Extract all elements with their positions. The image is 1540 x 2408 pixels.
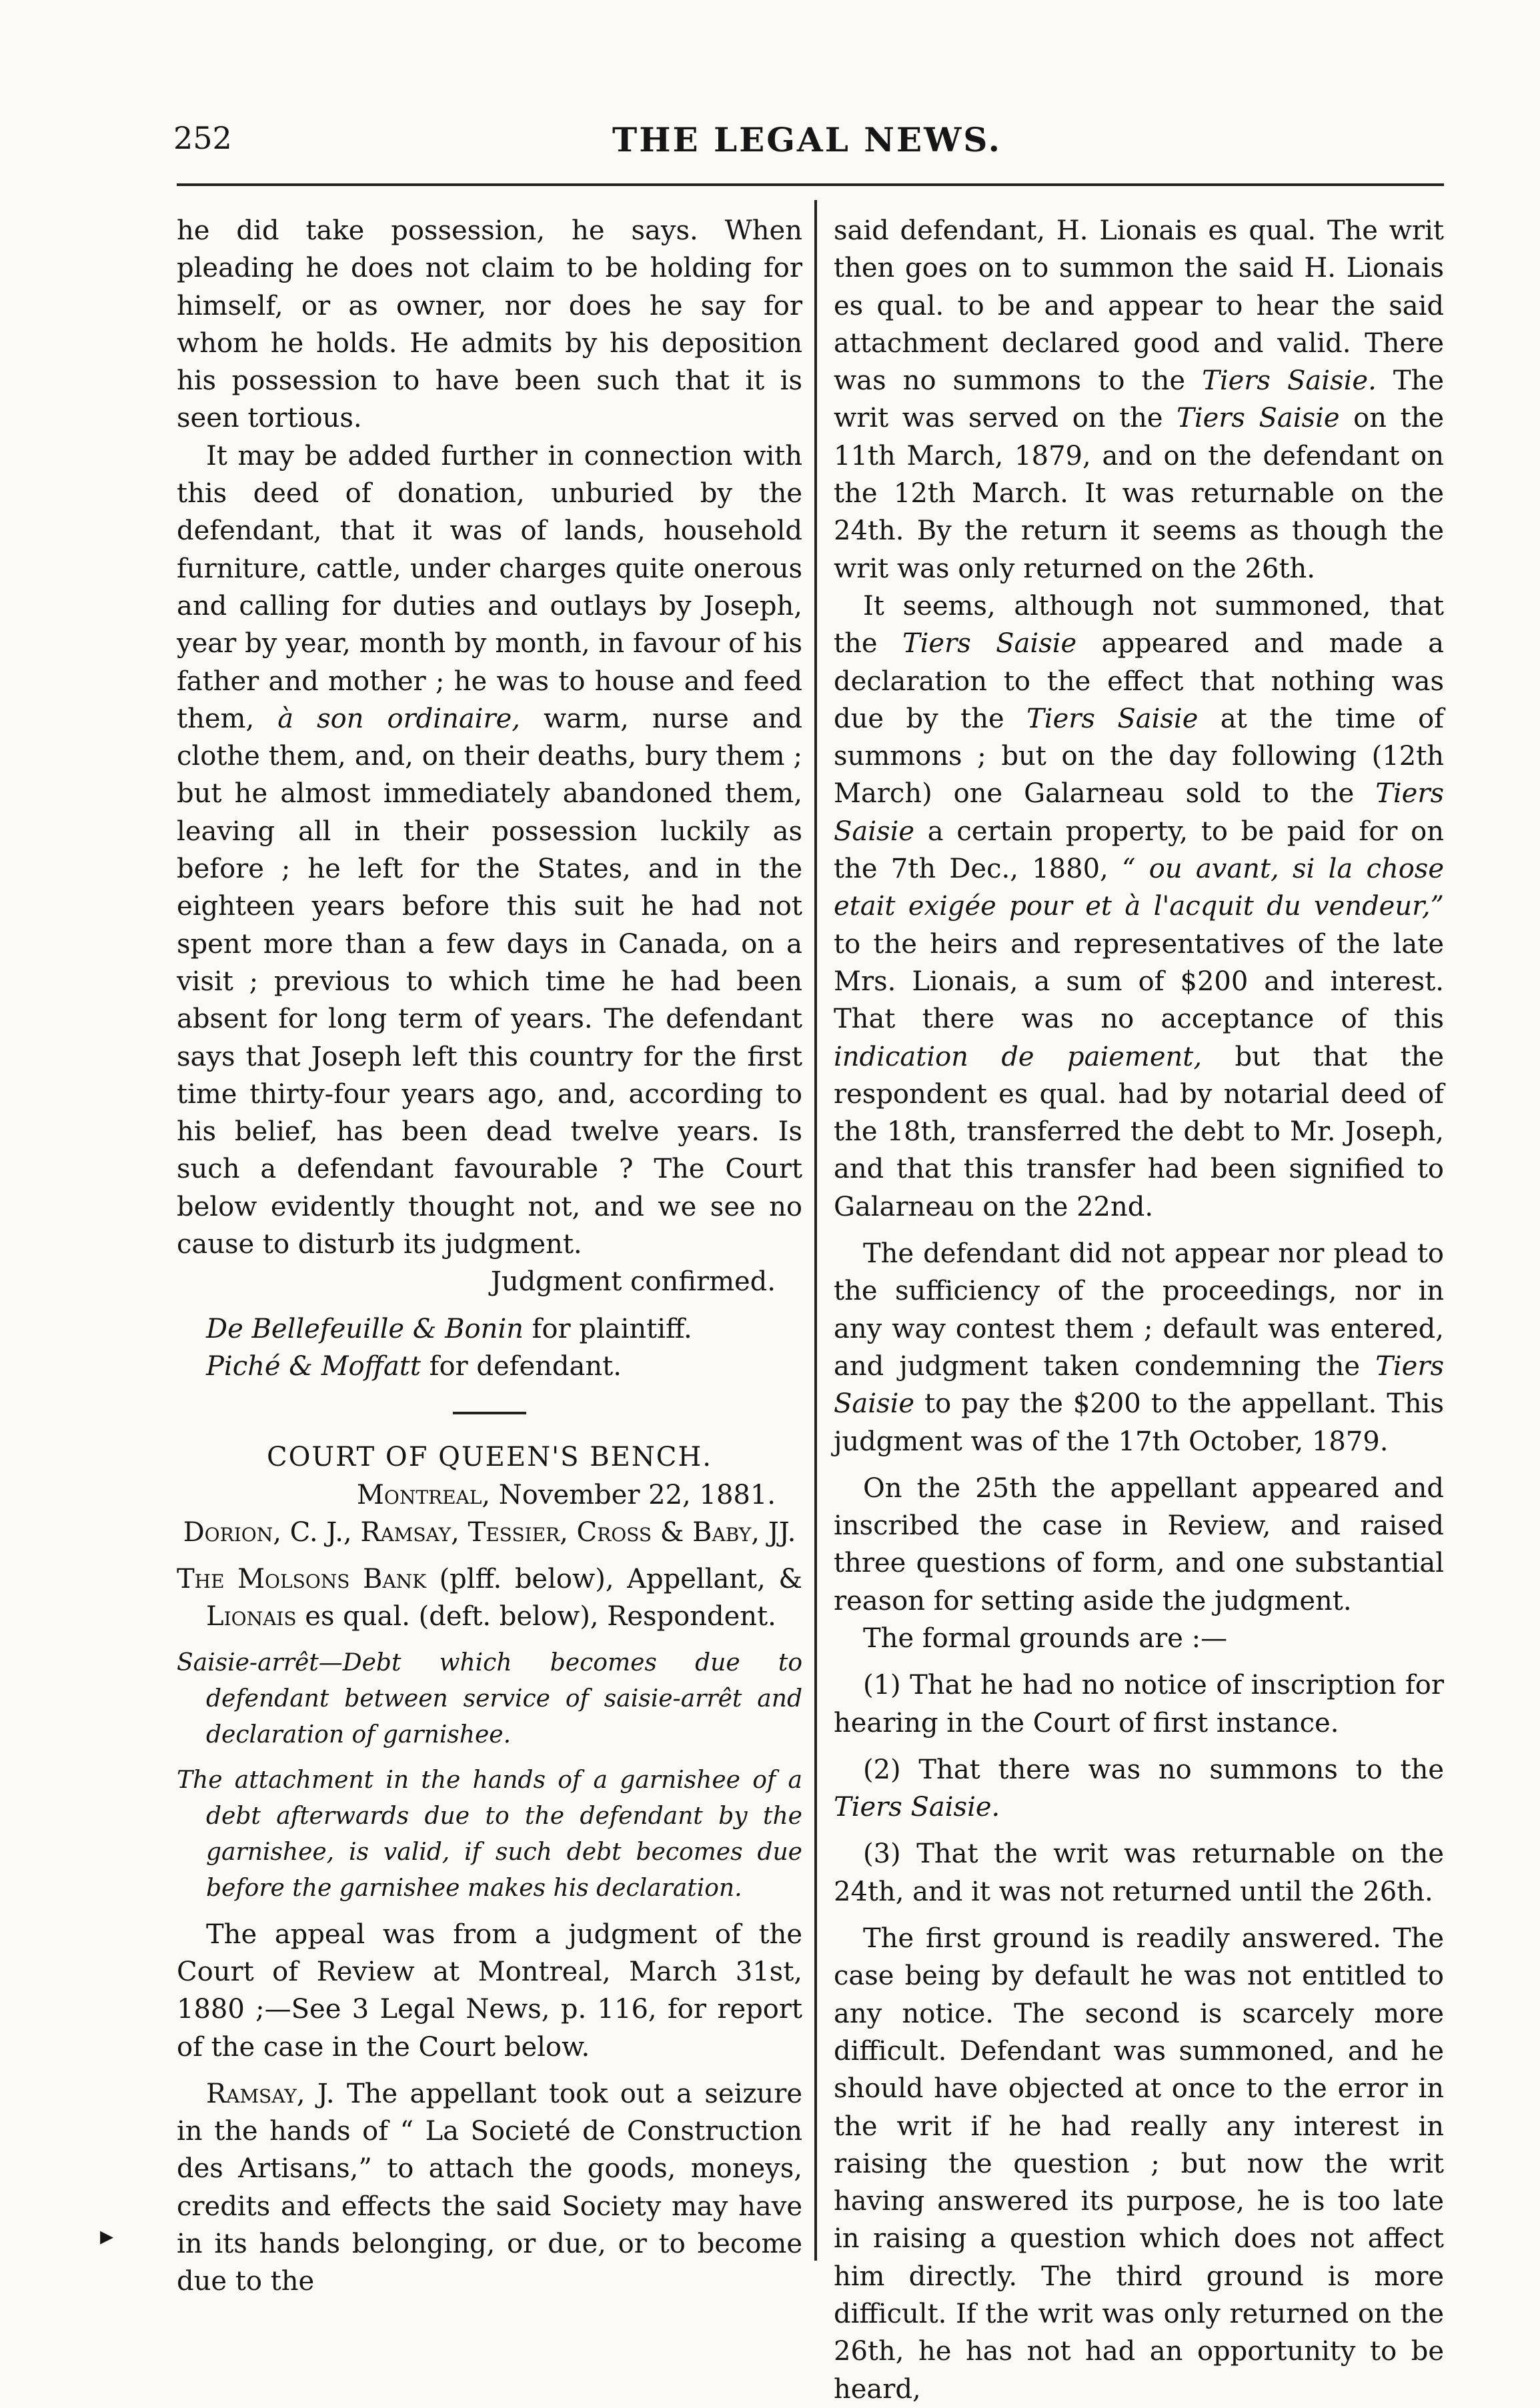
right-column (834, 212, 1444, 2408)
text-run: to the heirs and representatives of the late Mrs. Lionais, a sum of $200 and interest. That there was no acceptance of this (834, 928, 1444, 1035)
counsel-name: De Bellefeuille & Bonin (206, 1313, 524, 1344)
italic-phrase: Tiers Saisie. (834, 1792, 1000, 1823)
left-column (177, 212, 802, 2301)
counsel-role: for defendant. (429, 1350, 622, 1382)
party-role: es qual. (deft. below), Respondent. (305, 1601, 776, 1632)
italic-phrase: Tiers Saisie (1177, 403, 1340, 434)
place: Montreal, (356, 1479, 491, 1510)
judgment-line: Judgment confirmed. (490, 1266, 776, 1298)
headnote: Saisie-arrêt—Debt which becomes due to defendant between service of saisie-arrêt and declaration of garnishee. (177, 1648, 802, 1748)
header-rule (177, 183, 1444, 186)
text-run: appeared and made a declaration to the effect that nothing was due by the (834, 628, 1445, 734)
paragraph (177, 2075, 802, 2301)
paragraph (834, 587, 1444, 1226)
paragraph (834, 1235, 1444, 1460)
paragraph: The formal grounds are :— (863, 1622, 1228, 1654)
date: November 22, 1881. (498, 1479, 776, 1510)
paragraph (834, 212, 1444, 587)
italic-phrase: indication de paiement, (834, 1041, 1203, 1072)
counsel-name: Piché & Moffatt (206, 1350, 421, 1382)
judge-name: Ramsay, J. (206, 2078, 335, 2109)
text-run: The writ was served on the (834, 365, 1445, 434)
text-run: but that the respondent es qual. had by notarial deed of the 18th, transferred the debt to Mr. Joseph, and that this transfer had been signified to Galarneau on the 22nd. (834, 1041, 1444, 1222)
counsel-role: for plaintiff. (532, 1313, 692, 1344)
paragraph (177, 437, 802, 1264)
page-header (173, 120, 1441, 173)
text-run: (2) That there was no summons to the (863, 1754, 1444, 1785)
italic-phrase: Tiers Saisie (834, 778, 1444, 847)
counsel-line (177, 1348, 802, 1385)
section-divider (453, 1412, 526, 1414)
ground-item (834, 1751, 1444, 1827)
italic-phrase: Tiers Saisie (1026, 703, 1199, 734)
text-run: said defendant, H. Lionais es qual. The writ then goes on to summon the said H. Lionais es qual. to be and appear to hear the said attachment declared good and valid. There was no summons to the (834, 215, 1444, 397)
italic-phrase: Tiers Saisie (834, 1350, 1444, 1420)
paragraph: On the 25th the appellant appeared and inscribed the case in Review, and raised three questions of form, and one substantial reason for setting aside the judgment. (834, 1472, 1444, 1616)
text-run: The appellant took out a seizure in the hands of “ La Societé de Construction des Artisans,” to attach the goods, moneys, credits and effects the said Society may have in its hands belonging, or due, or to become due to the (177, 2078, 802, 2297)
paragraph: The first ground is readily answered. The case being by default he was not entitled to any notice. The second is scarcely more difficult. Defendant was summoned, and he should have objected at once to the error in the writ if he had really any interest in raising the question ; but now the writ having answered its purpose, he is too late in raising a question which does not affect him directly. The third ground is more difficult. If the writ was only returned on the 26th, he has not had an opportunity to be heard, (834, 1923, 1444, 2405)
page-number: 252 (173, 120, 232, 156)
text-run: at the time of summons ; but on the day following (12th March) one Galarneau sold to the (834, 703, 1444, 810)
column-divider (814, 200, 817, 2261)
party-role: (plff. below), Appellant, & (439, 1564, 802, 1595)
text-run: a certain property, to be paid for on the 7th Dec., 1880, (834, 816, 1444, 885)
italic-phrase: à son ordinaire, (277, 703, 520, 734)
margin-mark: ▸ (100, 2221, 114, 2251)
italic-phrase: Tiers Saisie. (1202, 365, 1377, 397)
text-run: to pay the $200 to the appellant. This judgment was of the 17th October, 1879. (834, 1388, 1445, 1457)
counsel-line (177, 1310, 802, 1348)
court-title: COURT OF QUEEN'S BENCH. (267, 1442, 712, 1473)
place-date (177, 1476, 802, 1514)
text-run: It may be added further in connection with this deed of donation, unburied by the defendant, that it was of lands, household furniture, cattle, under charges quite onerous and calling for duties and outlays by Joseph, year by year, month by month, in favour of his father and mother ; he was to house and feed them, (177, 440, 802, 734)
text-run: It seems, although not summoned, that the (834, 590, 1444, 660)
italic-phrase: “ ou avant, si la chose etait exigée pour et à l'acquit du vendeur,” (834, 854, 1444, 922)
text-run: warm, nurse and clothe them, and, on their deaths, bury them ; but he almost immediately abandoned them, leaving all in their possession luckily as before ; he left for the States, and in the eighteen years before this suit he had not spent more than a few days in Canada, on a visit ; previous to which time he had been absent for long term of years. The defendant says that Joseph left this country for the first time thirty-four years ago, and, according to his belief, has been dead twelve years. Is such a defendant favourable ? The Court below evidently thought not, and we see no cause to disturb its judgment. (177, 703, 802, 1260)
paragraph: he did take possession, he says. When pleading he does not claim to be holding for himself, or as owner, nor does he say for whom he holds. He admits by his deposition his possession to have been such that it is seen tortious. (177, 215, 802, 434)
running-title: THE LEGAL NEWS. (612, 120, 1002, 159)
parties (177, 1560, 802, 1636)
paragraph: The appeal was from a judgment of the Court of Review at Montreal, March 31st, 1880 ;—See 3 Legal News, p. 116, for report of the case in the Court below. (177, 1919, 802, 2063)
italic-phrase: Tiers Saisie (902, 628, 1077, 660)
headnote: The attachment in the hands of a garnishee of a debt afterwards due to the defendant by the garnishee, is valid, if such debt becomes due before the garnishee makes his declaration. (177, 1766, 802, 1902)
text-run: The defendant did not appear nor plead to the sufficiency of the proceedings, nor in any way contest them ; default was entered, and judgment taken condemning the (834, 1238, 1444, 1382)
ground-item: (3) That the writ was returnable on the 24th, and it was not returned until the 26th. (834, 1839, 1444, 1907)
party-name: The Molsons Bank (177, 1564, 426, 1595)
party-name: Lionais (206, 1601, 297, 1632)
text-run: on the 11th March, 1879, and on the defendant on the 12th March. It was returnable on the 24th. By the return it seems as though the writ was only returned on the 26th. (834, 403, 1445, 584)
ground-item: (1) That he had no notice of inscription for hearing in the Court of first instance. (834, 1670, 1444, 1738)
judges-line: Dorion, C. J., Ramsay, Tessier, Cross & Baby, JJ. (183, 1516, 796, 1548)
